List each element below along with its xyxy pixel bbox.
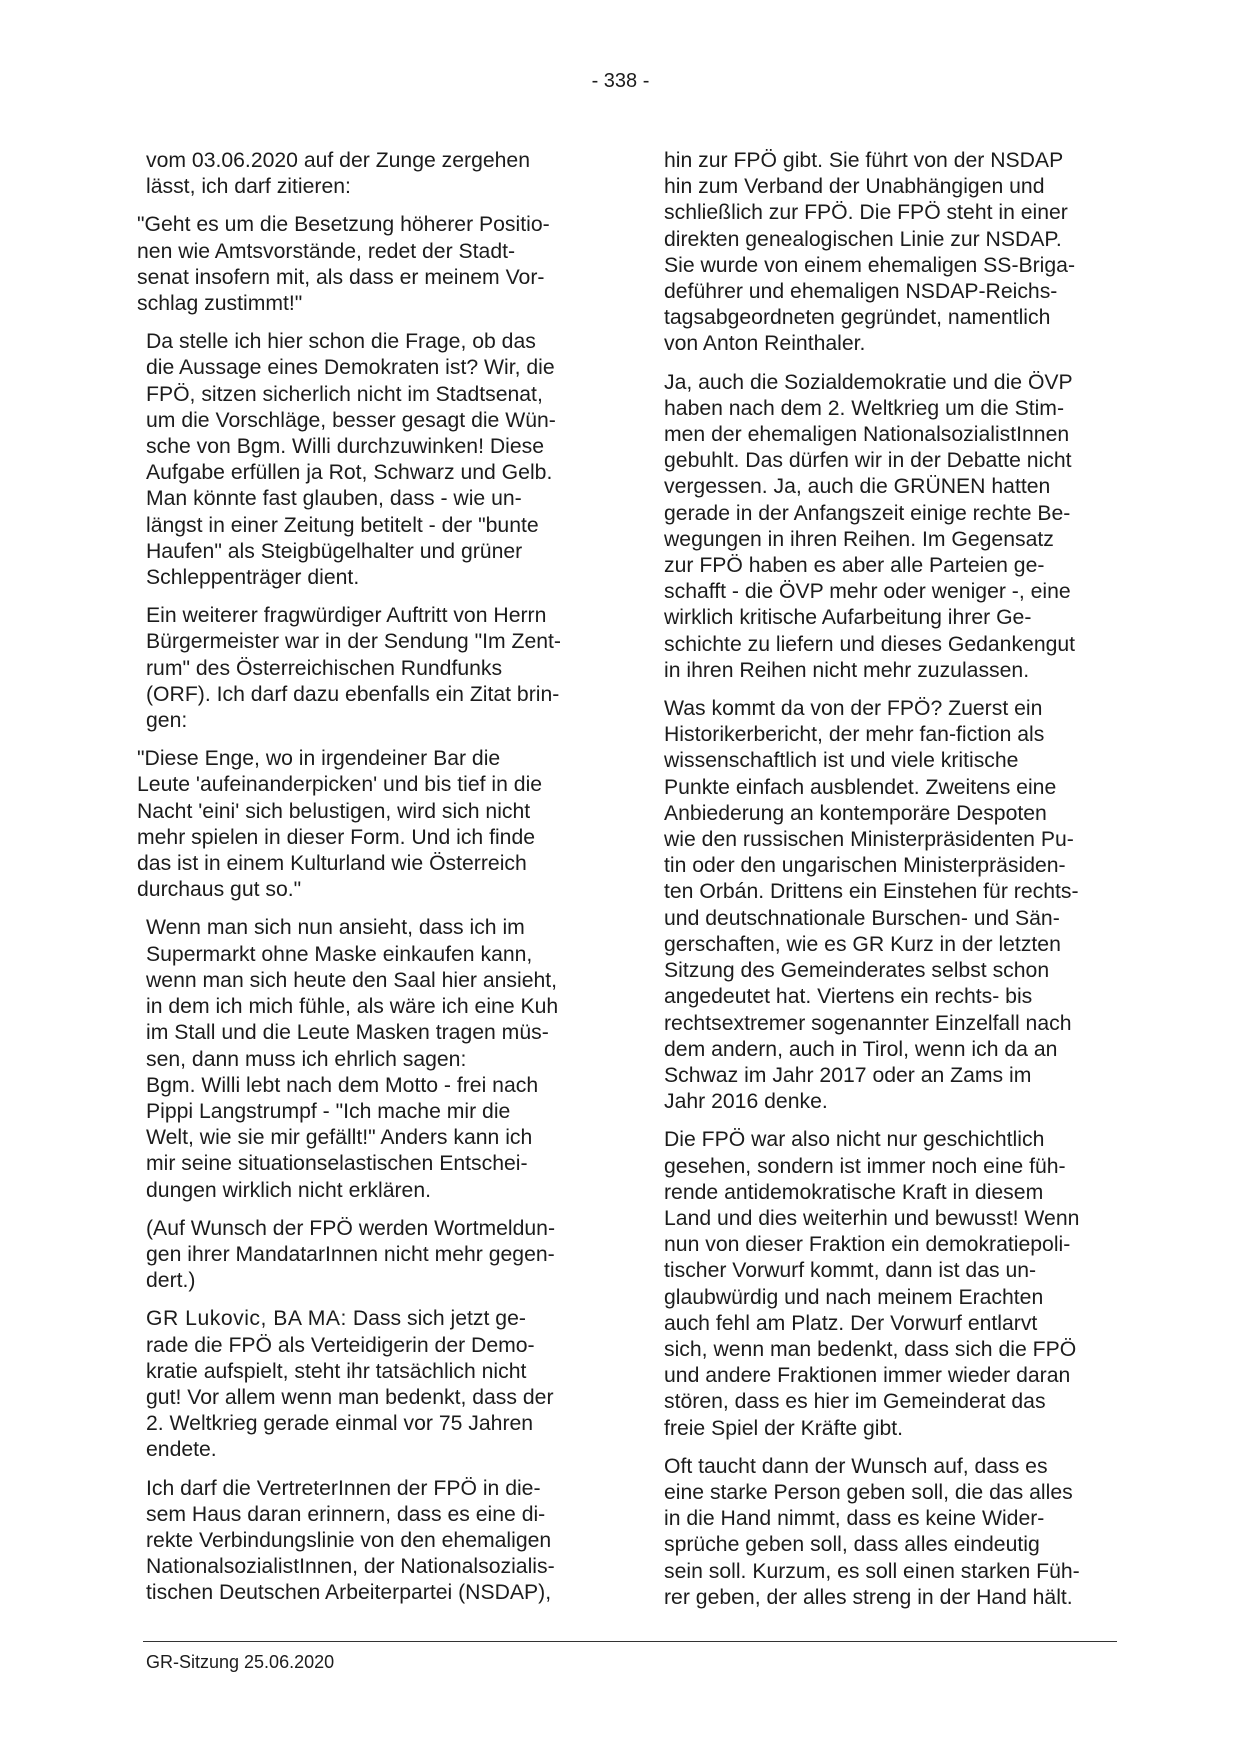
text-line: tischen Deutschen Arbeiterpartei (NSDAP), — [146, 1581, 552, 1605]
text-line: glaubwürdig und nach meinem Erachten — [664, 1285, 1044, 1309]
text-line: gerade in der Anfangszeit einige rechte Be- — [664, 501, 1071, 525]
paragraph — [664, 148, 1126, 358]
text-line: gen: — [146, 709, 188, 733]
text-line: eine starke Person geben soll, die das alles — [664, 1480, 1073, 1504]
text-line: Anbiederung an kontemporäre Despoten — [664, 801, 1047, 825]
text-line: mehr spielen in dieser Form. Und ich finde — [137, 825, 536, 849]
text-line: und andere Fraktionen immer wieder daran — [664, 1364, 1071, 1388]
paragraph — [146, 148, 602, 200]
text-line: sen, dann muss ich ehrlich sagen: — [146, 1047, 467, 1071]
text-line: rer geben, der alles streng in der Hand hält. — [664, 1585, 1073, 1609]
text-line: vom 03.06.2020 auf der Zunge zergehen — [146, 149, 531, 172]
text-line: (Auf Wunsch der FPÖ werden Wortmeldun- — [146, 1216, 555, 1240]
text-line: gut! Vor allem wenn man bedenkt, dass der — [146, 1385, 554, 1409]
text-line: Was kommt da von der FPÖ? Zuerst ein — [664, 697, 1043, 721]
text-line: angedeutet hat. Viertens ein rechts- bis — [664, 985, 1033, 1009]
text-line: im Stall und die Leute Masken tragen müs- — [146, 1021, 549, 1045]
paragraph — [146, 1216, 602, 1295]
text-line: haben nach dem 2. Weltkrieg um die Stim- — [664, 396, 1065, 420]
text-line: stören, dass es hier im Gemeinderat das — [664, 1390, 1046, 1414]
text-line: auch fehl am Platz. Der Vorwurf entlarvt — [664, 1311, 1038, 1335]
text-line: Ich darf die VertreterInnen der FPÖ in die- — [146, 1476, 541, 1500]
text-line: nen wie Amtsvorstände, redet der Stadt- — [137, 239, 516, 263]
text-line: Haufen" als Steigbügelhalter und grüner — [146, 539, 523, 563]
text-line: sprüche geben soll, dass alles eindeutig — [664, 1533, 1040, 1557]
text-line: in dem ich mich fühle, als wäre ich eine Kuh — [146, 995, 559, 1019]
text-line: wegungen in ihren Reihen. Im Gegensatz — [664, 527, 1054, 551]
text-line: Da stelle ich hier schon die Frage, ob das — [146, 330, 536, 354]
text-line: men der ehemaligen NationalsozialistInnen — [664, 423, 1070, 447]
text-line: längst in einer Zeitung betitelt - der "bunte — [146, 513, 539, 537]
text-line: ten Orbán. Drittens ein Einstehen für rechts- — [664, 880, 1079, 904]
text-line: dem andern, auch in Tirol, wenn ich da an — [664, 1037, 1058, 1061]
text-line: tin oder den ungarischen Ministerpräsiden- — [664, 854, 1066, 878]
text-line: sem Haus daran erinnern, dass es eine di- — [146, 1502, 546, 1526]
text-line: Sitzung des Gemeinderates selbst schon — [664, 959, 1050, 983]
text-line: 2. Weltkrieg gerade einmal vor 75 Jahren — [146, 1412, 534, 1436]
footer-divider — [143, 1641, 1117, 1642]
footer-session-date: GR-Sitzung 25.06.2020 — [146, 1652, 335, 1672]
right-column — [664, 148, 1126, 1623]
text-line: sein soll. Kurzum, es soll einen starken Füh- — [664, 1559, 1080, 1583]
text-line: rum" des Österreichischen Rundfunks — [146, 656, 503, 680]
text-line: rade die FPÖ als Verteidigerin der Demo- — [146, 1333, 535, 1357]
text-line: gebuhlt. Das dürfen wir in der Debatte nicht — [664, 449, 1072, 473]
text-line: Land und dies weiterhin und bewusst! Wenn — [664, 1206, 1080, 1230]
text-line: von Anton Reinthaler. — [664, 332, 866, 356]
text-line: nun von dieser Fraktion ein demokratiepoli- — [664, 1233, 1071, 1257]
text-line: dert.) — [146, 1269, 196, 1293]
text-line: wissenschaftlich ist und viele kritische — [664, 749, 1019, 773]
quote-paragraph — [137, 746, 602, 903]
speaker-paragraph — [146, 1306, 602, 1463]
text-line: Historikerbericht, der mehr fan-fiction als — [664, 723, 1045, 747]
text-line: direkten genealogischen Linie zur NSDAP. — [664, 227, 1062, 251]
text-line: sche von Bgm. Willi durchzuwinken! Diese — [146, 435, 545, 459]
text-line: durchaus gut so." — [137, 878, 302, 902]
text-line: wirklich kritische Aufarbeitung ihrer Ge- — [664, 606, 1032, 630]
text-line: rekte Verbindungslinie von den ehemaligen — [146, 1528, 552, 1552]
text-line: hin zur FPÖ gibt. Sie führt von der NSDAP — [664, 149, 1064, 172]
text-line: senat insofern mit, als dass er meinem Vor- — [137, 265, 545, 289]
text-line: das ist in einem Kulturland wie Österreich — [137, 852, 527, 876]
text-line: in ihren Reihen nicht mehr zuzulassen. — [664, 658, 1030, 682]
paragraph — [146, 329, 602, 591]
text-line: wie den russischen Ministerpräsidenten Pu- — [664, 828, 1074, 852]
text-line: rechtsextremer sogenannter Einzelfall nach — [664, 1011, 1072, 1035]
speaker-line-rest: Dass sich jetzt ge- — [346, 1307, 526, 1331]
paragraph — [664, 370, 1126, 684]
text-line: mir seine situationselastischen Entschei- — [146, 1152, 528, 1176]
text-line: Jahr 2016 denke. — [664, 1090, 828, 1114]
text-line: Man könnte fast glauben, dass - wie un- — [146, 487, 522, 511]
text-line: (ORF). Ich darf dazu ebenfalls ein Zitat brin- — [146, 682, 560, 706]
text-line: schließlich zur FPÖ. Die FPÖ steht in einer — [664, 201, 1068, 225]
text-line: hin zum Verband der Unabhängigen und — [664, 175, 1045, 199]
text-line: Wenn man sich nun ansieht, dass ich im — [146, 916, 525, 940]
speaker-name: GR Lukovic, BA MA: — [146, 1307, 347, 1331]
text-line: Bgm. Willi lebt nach dem Motto - frei nach — [146, 1073, 539, 1097]
text-line: Ein weiterer fragwürdiger Auftritt von Herrn — [146, 604, 547, 628]
text-line: Oft taucht dann der Wunsch auf, dass es — [664, 1454, 1048, 1478]
text-line: gen ihrer MandatarInnen nicht mehr gegen- — [146, 1242, 555, 1266]
text-line: schafft - die ÖVP mehr oder weniger -, eine — [664, 580, 1071, 604]
text-line: in die Hand nimmt, dass es keine Wider- — [664, 1507, 1045, 1531]
text-line: tischer Vorwurf kommt, dann ist das un- — [664, 1259, 1037, 1283]
text-line: Schleppenträger dient. — [146, 566, 360, 590]
text-line: gesehen, sondern ist immer noch eine füh- — [664, 1154, 1066, 1178]
text-line: Welt, wie sie mir gefällt!" Anders kann ich — [146, 1126, 533, 1150]
text-line: Supermarkt ohne Maske einkaufen kann, — [146, 942, 533, 966]
text-line: zur FPÖ haben es aber alle Parteien ge- — [664, 554, 1045, 578]
quote-paragraph — [137, 212, 602, 317]
paragraph — [664, 696, 1126, 1115]
text-line: lässt, ich darf zitieren: — [146, 175, 351, 199]
text-line: Punkte einfach ausblendet. Zweitens eine — [664, 775, 1057, 799]
text-line: Ja, auch die Sozialdemokratie und die ÖVP — [664, 370, 1073, 394]
text-line: schichte zu liefern und dieses Gedankengut — [664, 632, 1076, 656]
text-line: Nacht 'eini' sich belustigen, wird sich nicht — [137, 799, 531, 823]
paragraph — [146, 603, 602, 734]
text-line: "Diese Enge, wo in irgendeiner Bar die — [137, 747, 501, 771]
text-line: FPÖ, sitzen sicherlich nicht im Stadtsenat, — [146, 382, 543, 406]
text-line: sich, wenn man bedenkt, dass sich die FPÖ — [664, 1337, 1077, 1361]
text-line: wenn man sich heute den Saal hier ansieht, — [146, 968, 558, 992]
left-column — [137, 148, 602, 1619]
text-line: Leute 'aufeinanderpicken' und bis tief in die — [137, 773, 543, 797]
text-line: endete. — [146, 1438, 217, 1462]
text-line: Die FPÖ war also nicht nur geschichtlich — [664, 1128, 1045, 1152]
text-line: dungen wirklich nicht erklären. — [146, 1178, 431, 1202]
text-line: Aufgabe erfüllen ja Rot, Schwarz und Gelb. — [146, 461, 553, 485]
text-line: kratie aufspielt, steht ihr tatsächlich nicht — [146, 1359, 527, 1383]
text-line: die Aussage eines Demokraten ist? Wir, die — [146, 356, 555, 380]
paragraph — [146, 1476, 602, 1607]
text-line: NationalsozialistInnen, der Nationalsozialis- — [146, 1555, 555, 1579]
text-line: deführer und ehemaligen NSDAP-Reichs- — [664, 280, 1058, 304]
text-line: gerschaften, wie es GR Kurz in der letzten — [664, 932, 1061, 956]
paragraph — [146, 915, 602, 1203]
text-line: tagsabgeordneten gegründet, namentlich — [664, 306, 1051, 330]
text-line: "Geht es um die Besetzung höherer Positio- — [137, 213, 550, 237]
paragraph — [664, 1127, 1126, 1441]
paragraph — [664, 1454, 1126, 1611]
text-line: Schwaz im Jahr 2017 oder an Zams im — [664, 1063, 1032, 1087]
page-number: - 338 - — [591, 70, 650, 92]
text-line: rende antidemokratische Kraft in diesem — [664, 1180, 1044, 1204]
text-line: um die Vorschläge, besser gesagt die Wün- — [146, 408, 556, 432]
text-line: freie Spiel der Kräfte gibt. — [664, 1416, 904, 1440]
text-line: Pippi Langstrumpf - "Ich mache mir die — [146, 1099, 511, 1123]
text-line — [146, 1306, 602, 1332]
text-line: und deutschnationale Burschen- und Sän- — [664, 906, 1060, 930]
text-line: Bürgermeister war in der Sendung "Im Zent- — [146, 630, 561, 654]
text-line: schlag zustimmt!" — [137, 292, 303, 316]
text-line: vergessen. Ja, auch die GRÜNEN hatten — [664, 475, 1051, 499]
text-line: Sie wurde von einem ehemaligen SS-Briga- — [664, 253, 1076, 277]
